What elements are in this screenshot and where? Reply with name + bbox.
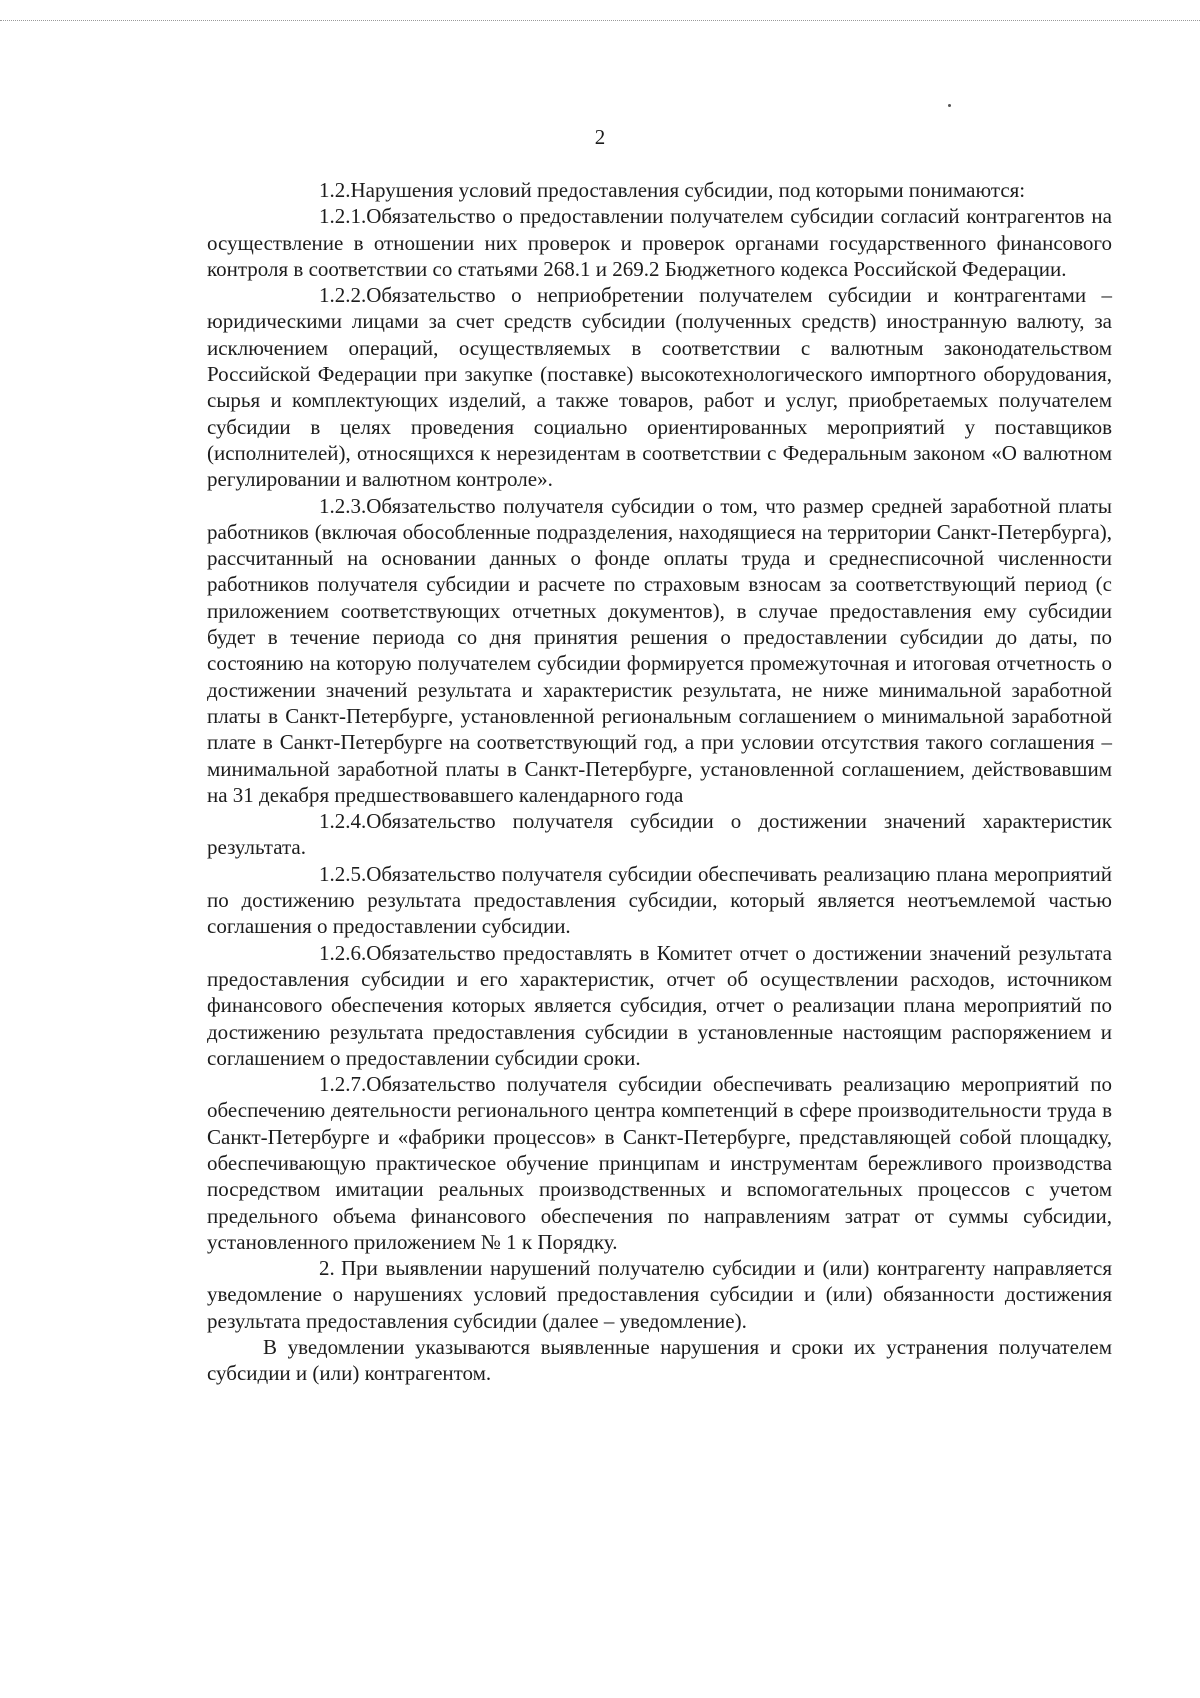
clause-text: При выявлении нарушений получателю субсидии и (или) контрагенту направляется уведомление о нарушениях условий предоставления субсидии и (или) обязанности достижения результата предоставления субсидии (далее – уведомление). (207, 1256, 1112, 1333)
clause-number: 1.2.2. (319, 283, 367, 308)
paragraph-notification (207, 1334, 1112, 1387)
document-body (207, 177, 1112, 1387)
clause-text: Обязательство о предоставлении получателем субсидии согласий контрагентов на осуществление в отношении них проверок и проверок органами государственного финансового контроля в соответствии со статьями 268.1 и 269.2 Бюджетного кодекса Российской Федерации. (207, 204, 1112, 281)
paragraph-1-2-5 (207, 861, 1112, 940)
clause-text: Обязательство получателя субсидии о достижении значений характеристик результата. (207, 809, 1112, 860)
paragraph-1-2-4 (207, 808, 1112, 861)
scan-edge-line (0, 20, 1200, 21)
clause-number: 1.2.3. (319, 493, 367, 518)
paragraph-1-2-6 (207, 940, 1112, 1071)
paragraph-1-2-2 (207, 282, 1112, 492)
paragraph-2 (207, 1255, 1112, 1334)
clause-number: 2. (319, 1256, 335, 1281)
clause-text: В уведомлении указываются выявленные нарушения и сроки их устранения получателем субсидии и (или) контрагентом. (207, 1335, 1112, 1386)
paragraph-1-2-1 (207, 203, 1112, 282)
clause-text: Нарушения условий предоставления субсидии, под которыми понимаются: (350, 178, 1026, 202)
paragraph-1-2 (207, 177, 1112, 203)
paragraph-1-2-3 (207, 493, 1112, 809)
clause-number: 1.2.1. (319, 204, 367, 229)
clause-number: 1.2.4. (319, 809, 367, 834)
clause-number: 1.2. (319, 178, 351, 202)
page-number: 2 (594, 125, 606, 149)
clause-text: Обязательство о неприобретении получателем субсидии и контрагентами – юридическими лицами за счет средств субсидии (полученных средств) иностранную валюту, за исключением операций, осуществляемых в соответствии с валютным законодательством Российской Федерации при закупке (поставке) высокотехнологического импортного оборудования, сырья и комплектующих изделий, а также товаров, работ и услуг, приобретаемых получателем субсидии в целях проведения социально ориентированных мероприятий у поставщиков (исполнителей), относящихся к нерезидентам в соответствии с Федеральным законом «О валютном регулировании и валютном контроле». (207, 283, 1112, 492)
clause-text: Обязательство получателя субсидии о том, что размер средней заработной платы работников (включая обособленные подразделения, находящиеся на территории Санкт-Петербурга), рассчитанный на основании данных о фонде оплаты труда и среднесписочной численности работников получателя субсидии и расчете по страховым взносам за соответствующий период (с приложением соответствующих отчетных документов), в случае предоставления ему субсидии будет в течение периода со дня принятия решения о предоставлении субсидии до даты, по состоянию на которую получателем субсидии формируется промежуточная и итоговая отчетность о достижении значений результата и характеристик результата, не ниже минимальной заработной платы в Санкт-Петербурге, установленной региональным соглашением о минимальной заработной плате в Санкт-Петербурге на соответствующий год, а при условии отсутствия такого соглашения – минимальной заработной платы в Санкт-Петербурге, установленной соглашением, действовавшим на 31 декабря предшествовавшего календарного года (207, 493, 1112, 807)
clause-text: Обязательство получателя субсидии обеспечивать реализацию плана мероприятий по достижению результата предоставления субсидии, который является неотъемлемой частью соглашения о предоставлении субсидии. (207, 861, 1112, 939)
clause-number: 1.2.6. (319, 940, 367, 965)
scan-speck (948, 104, 951, 107)
paragraph-1-2-7 (207, 1071, 1112, 1255)
clause-text: Обязательство получателя субсидии обеспечивать реализацию мероприятий по обеспечению деятельности регионального центра компетенций в сфере производительности труда в Санкт-Петербурге и «фабрики процессов» в Санкт-Петербурге, представляющей собой площадку, обеспечивающую практическое обучение принципам и инструментам бережливого производства посредством имитации реальных производственных и вспомогательных процессов с учетом предельного объема финансового обеспечения по направлениям затрат от суммы субсидии, установленного приложением № 1 к Порядку. (207, 1072, 1112, 1254)
clause-number: 1.2.7. (319, 1072, 367, 1097)
clause-text: Обязательство предоставлять в Комитет отчет о достижении значений результата предоставления субсидии и его характеристик, отчет об осуществлении расходов, источником финансового обеспечения которых является субсидия, отчет о реализации плана мероприятий по достижению результата предоставления субсидии в установленные настоящим распоряжением и соглашением о предоставлении субсидии сроки. (207, 940, 1112, 1070)
clause-number: 1.2.5. (319, 861, 367, 886)
